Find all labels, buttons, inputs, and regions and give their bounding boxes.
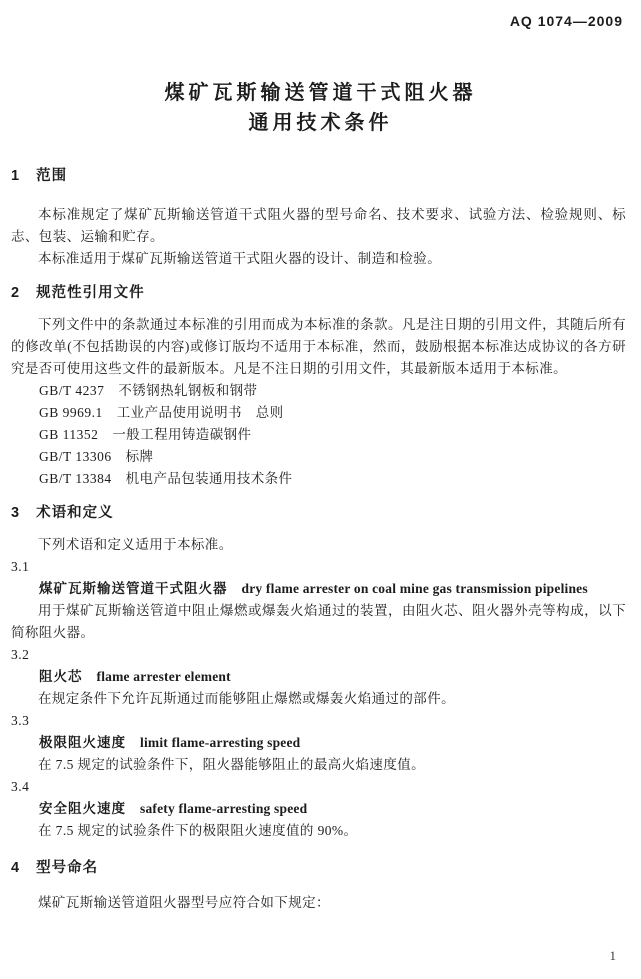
standard-code: AQ 1074—2009 xyxy=(509,13,623,29)
section-number: 2 xyxy=(11,285,20,301)
section-3-heading xyxy=(11,505,626,521)
term-definition: 在 7.5 规定的试验条件下的极限阻火速度值的 90%。 xyxy=(38,823,358,838)
section-heading-text: 术语和定义 xyxy=(36,505,114,521)
reference-item xyxy=(11,446,626,468)
reference-code: GB/T 13306 xyxy=(39,449,112,464)
document-title xyxy=(0,78,641,138)
term-title xyxy=(11,732,626,754)
paragraph: 下列术语和定义适用于本标准。 xyxy=(38,537,233,552)
reference-item xyxy=(11,468,626,490)
term-name-zh: 极限阻火速度 xyxy=(39,735,126,750)
term-number: 3.3 xyxy=(11,713,30,728)
reference-code: GB/T 4237 xyxy=(39,383,105,398)
section-1-heading xyxy=(11,168,626,184)
term-name-zh: 安全阻火速度 xyxy=(39,801,126,816)
section-heading-text: 型号命名 xyxy=(36,860,99,876)
term-definition: 在规定条件下允许瓦斯通过而能够阻止爆燃或爆轰火焰通过的部件。 xyxy=(38,691,455,706)
term-number: 3.4 xyxy=(11,779,30,794)
page-number: 1 xyxy=(609,948,616,963)
term-name-zh: 阻火芯 xyxy=(39,669,83,684)
term-name-en: limit flame-arresting speed xyxy=(140,735,301,750)
reference-title: 不锈钢热轧钢板和钢带 xyxy=(118,383,258,398)
reference-code: GB/T 13384 xyxy=(39,471,112,486)
reference-item xyxy=(11,424,626,446)
term-name-en: flame arrester element xyxy=(96,669,231,684)
term-title xyxy=(11,666,626,688)
reference-item xyxy=(11,402,626,424)
reference-code: GB 9969.1 xyxy=(39,405,103,420)
term-number: 3.2 xyxy=(11,647,30,662)
reference-title: 标牌 xyxy=(125,449,154,464)
term-name-en: dry flame arrester on coal mine gas transmission pipelines xyxy=(241,581,588,596)
term-title xyxy=(11,798,626,820)
reference-title: 工业产品使用说明书 总则 xyxy=(116,405,284,420)
title-line-1: 煤矿瓦斯输送管道干式阻火器 xyxy=(164,82,477,104)
section-number: 1 xyxy=(11,168,20,184)
paragraph: 本标准规定了煤矿瓦斯输送管道干式阻火器的型号命名、技术要求、试验方法、检验规则、标志、包装、运输和贮存。 xyxy=(11,207,626,244)
reference-title: 一般工程用铸造碳钢件 xyxy=(112,427,252,442)
reference-title: 机电产品包装通用技术条件 xyxy=(125,471,293,486)
section-4-heading xyxy=(11,860,626,876)
term-name-zh: 煤矿瓦斯输送管道干式阻火器 xyxy=(39,581,228,596)
paragraph: 本标准适用于煤矿瓦斯输送管道干式阻火器的设计、制造和检验。 xyxy=(38,251,442,266)
term-definition: 用于煤矿瓦斯输送管道中阻止爆燃或爆轰火焰通过的装置，由阻火芯、阻火器外壳等构成，以下简称阻火器。 xyxy=(11,603,626,640)
term-name-en: safety flame-arresting speed xyxy=(140,801,308,816)
section-2-heading xyxy=(11,285,626,301)
reference-code: GB 11352 xyxy=(39,427,99,442)
term-title xyxy=(11,578,626,600)
term-definition: 在 7.5 规定的试验条件下，阻火器能够阻止的最高火焰速度值。 xyxy=(38,757,426,772)
paragraph: 下列文件中的条款通过本标准的引用而成为本标准的条款。凡是注日期的引用文件，其随后所有的修改单(不包括勘误的内容)或修订版均不适用于本标准，然而，鼓励根据本标准达成协议的各方研究是否可使用这些文件的最新版本。凡是不注日期的引用文件，其最新版本适用于本标准。 xyxy=(11,317,626,376)
section-heading-text: 规范性引用文件 xyxy=(36,285,145,301)
section-number: 3 xyxy=(11,505,20,521)
section-heading-text: 范围 xyxy=(36,168,68,184)
section-number: 4 xyxy=(11,860,20,876)
title-line-2: 通用技术条件 xyxy=(248,112,393,134)
term-number: 3.1 xyxy=(11,559,30,574)
paragraph: 煤矿瓦斯输送管道阻火器型号应符合如下规定： xyxy=(38,895,330,910)
document-body xyxy=(0,168,641,914)
reference-item xyxy=(11,380,626,402)
